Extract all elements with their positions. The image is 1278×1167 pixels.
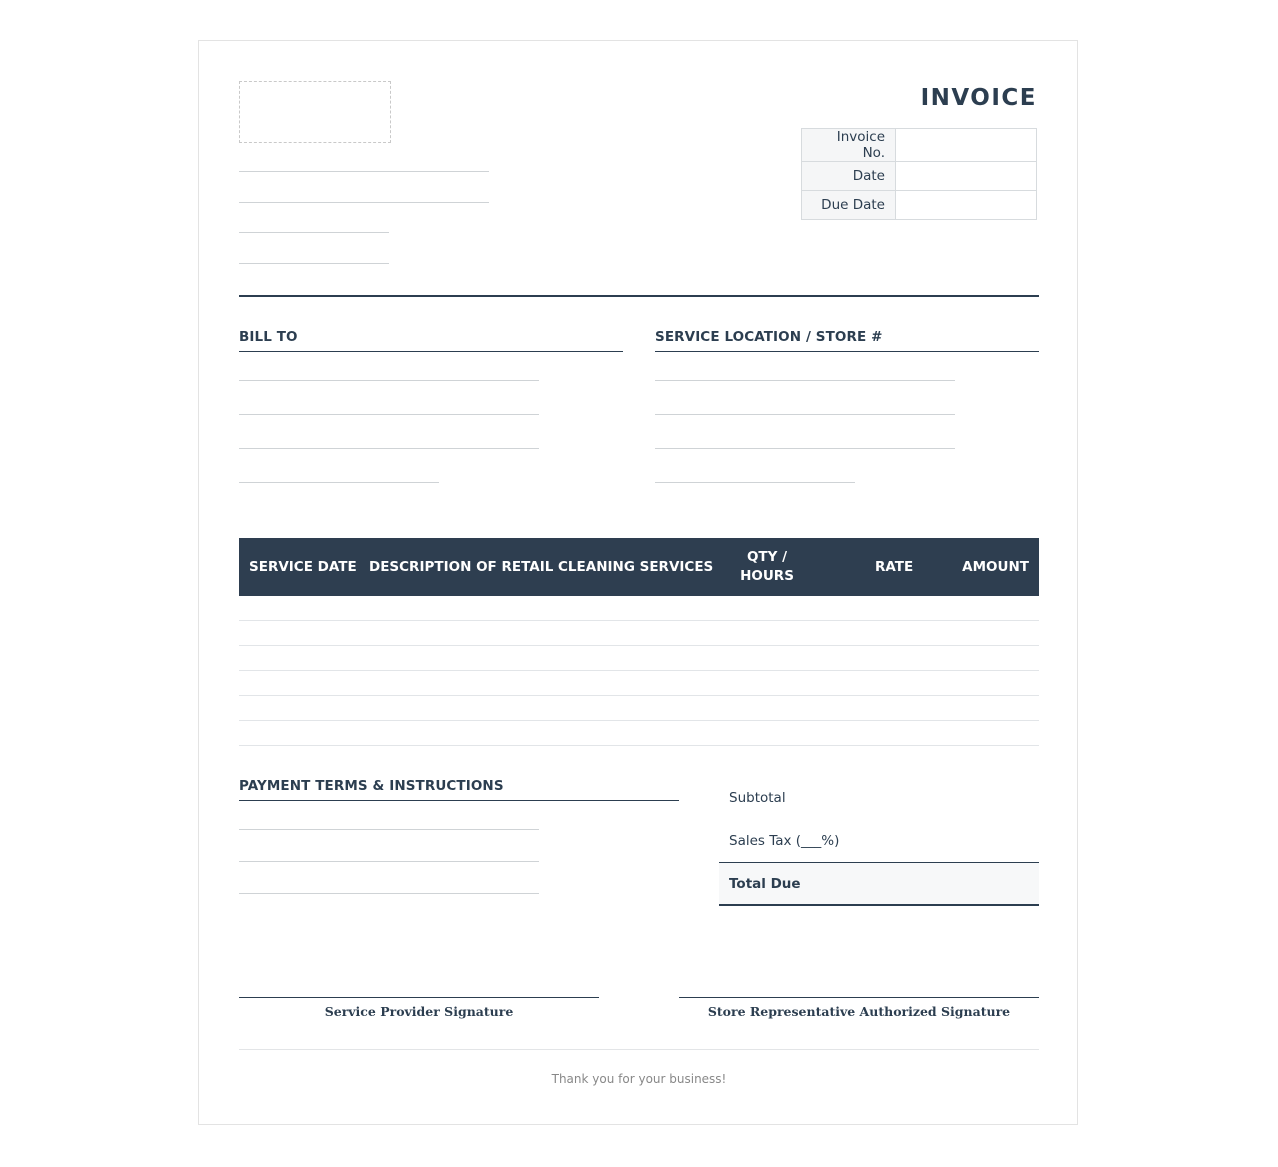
column-header-rate: RATE xyxy=(875,559,914,575)
total-due-row xyxy=(719,862,1039,906)
bill-to-line[interactable] xyxy=(239,380,539,381)
subtotal-label: Subtotal xyxy=(729,790,786,806)
logo-placeholder[interactable] xyxy=(239,81,391,143)
provider-signature-label: Service Provider Signature xyxy=(324,1004,514,1019)
table-row[interactable] xyxy=(239,720,1039,721)
bill-to-line[interactable] xyxy=(239,448,539,449)
total-due-label: Total Due xyxy=(729,876,801,892)
service-location-underline xyxy=(655,351,1039,352)
sales-tax-label: Sales Tax (___%) xyxy=(729,833,840,849)
due-date-field[interactable] xyxy=(896,191,1037,220)
meta-label: Date xyxy=(802,162,896,191)
representative-signature-label: Store Representative Authorized Signature xyxy=(707,1004,1011,1019)
invoice-page xyxy=(198,40,1078,1125)
meta-row-invoice-no xyxy=(802,129,1037,162)
meta-label: Invoice No. xyxy=(802,129,896,162)
column-header-amount: AMOUNT xyxy=(962,559,1029,575)
invoice-title: INVOICE xyxy=(920,85,1037,111)
meta-row-due-date xyxy=(802,191,1037,220)
table-row[interactable] xyxy=(239,745,1039,746)
table-row[interactable] xyxy=(239,695,1039,696)
bill-to-heading: BILL TO xyxy=(239,329,298,345)
thank-you-note: Thank you for your business! xyxy=(551,1072,727,1086)
payment-terms-line[interactable] xyxy=(239,829,539,830)
invoice-date-field[interactable] xyxy=(896,162,1037,191)
company-city-line[interactable] xyxy=(239,232,389,233)
meta-row-date xyxy=(802,162,1037,191)
service-location-line[interactable] xyxy=(655,414,955,415)
payment-terms-heading: PAYMENT TERMS & INSTRUCTIONS xyxy=(239,778,504,794)
service-location-line[interactable] xyxy=(655,482,855,483)
company-name-line[interactable] xyxy=(239,171,489,172)
payment-terms-underline xyxy=(239,800,679,801)
invoice-number-field[interactable] xyxy=(896,129,1037,162)
bill-to-underline xyxy=(239,351,623,352)
service-location-line[interactable] xyxy=(655,448,955,449)
table-row[interactable] xyxy=(239,670,1039,671)
service-location-line[interactable] xyxy=(655,380,955,381)
bill-to-line[interactable] xyxy=(239,482,439,483)
table-row[interactable] xyxy=(239,620,1039,621)
items-table-header xyxy=(239,538,1039,596)
company-address-line[interactable] xyxy=(239,202,489,203)
representative-signature-line[interactable] xyxy=(679,997,1039,998)
service-location-heading: SERVICE LOCATION / STORE # xyxy=(655,329,883,345)
table-row[interactable] xyxy=(239,645,1039,646)
meta-label: Due Date xyxy=(802,191,896,220)
invoice-meta-table xyxy=(801,128,1037,220)
provider-signature-line[interactable] xyxy=(239,997,599,998)
column-header-qty-hours: QTY / HOURS xyxy=(740,549,794,584)
company-phone-line[interactable] xyxy=(239,263,389,264)
footer-divider xyxy=(239,1049,1039,1050)
bill-to-line[interactable] xyxy=(239,414,539,415)
payment-terms-line[interactable] xyxy=(239,861,539,862)
column-header-description: DESCRIPTION OF RETAIL CLEANING SERVICES xyxy=(369,559,714,575)
column-header-service-date: SERVICE DATE xyxy=(249,559,357,575)
header-divider xyxy=(239,295,1039,297)
payment-terms-line[interactable] xyxy=(239,893,539,894)
